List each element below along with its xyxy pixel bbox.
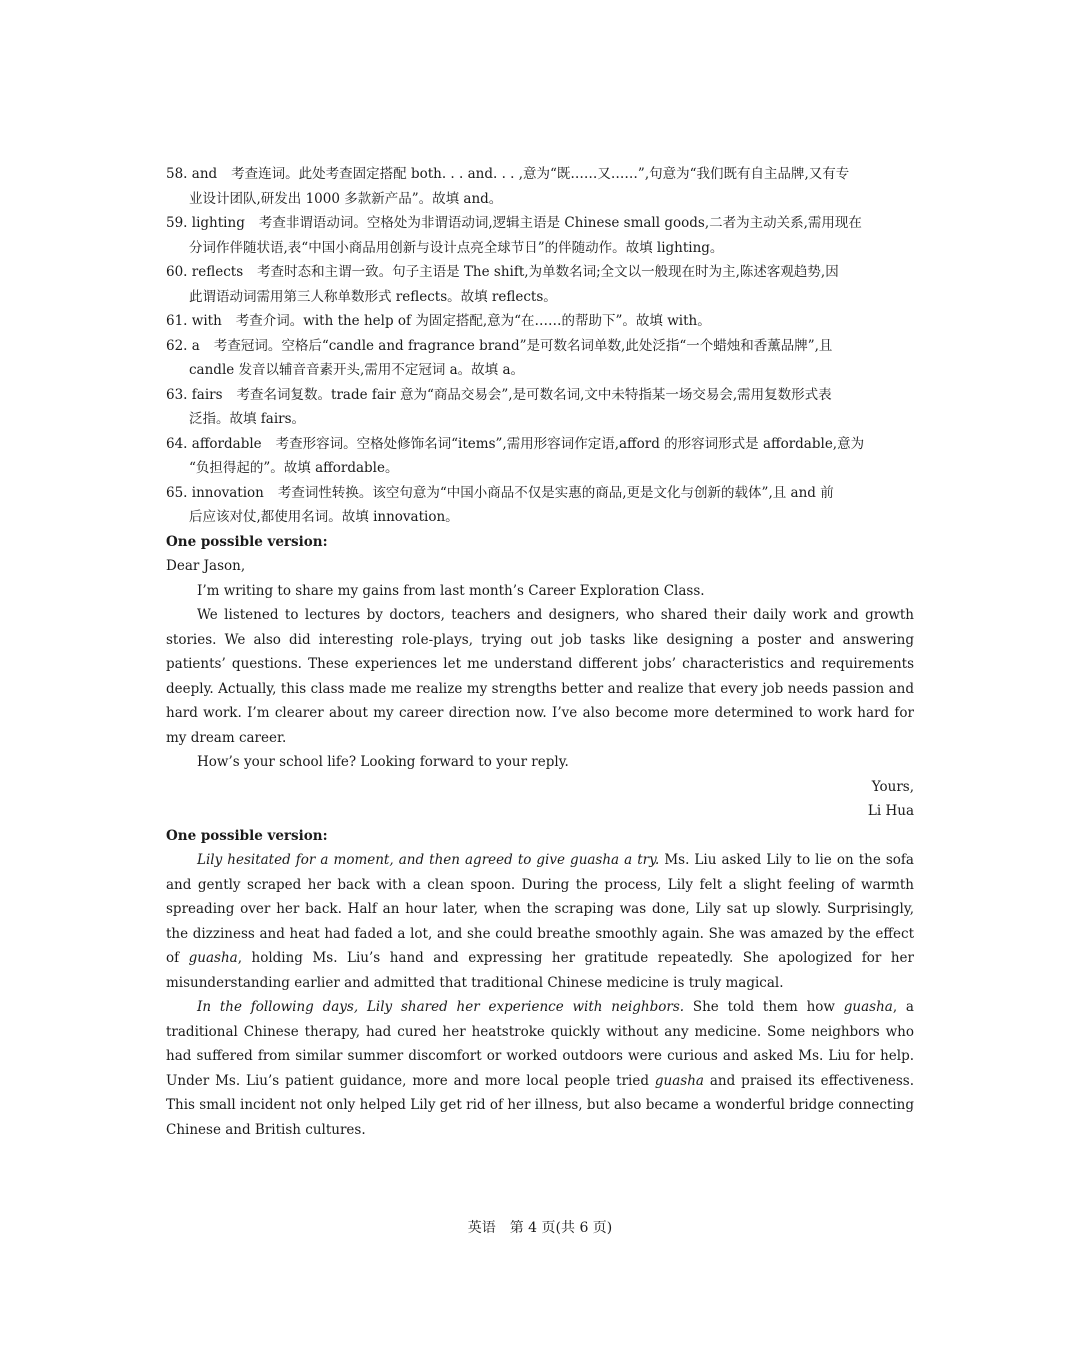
explanation-line: candle 发音以辅音音素开头,需用不定冠词 a。故填 a。 <box>189 362 525 378</box>
answer-item-58 <box>166 162 914 211</box>
explanation-line: 考查词性转换。该空句意为“中国小商品不仅是实惠的商品,更是文化与创新的载体”,且 and 前 <box>277 484 834 501</box>
explanation-line: 泛指。故填 fairs。 <box>189 411 306 427</box>
story-text: , holding Ms. Liu’s hand and expressing her gratitude repeatedly. She apologized for her misunderstanding earlier and admitted that traditional Chinese medicine is truly magical. <box>166 950 914 991</box>
explanation-line: 考查介词。with the help of 为固定搭配,意为“在……的帮助下”。故填 with。 <box>235 313 711 329</box>
answer-item-62 <box>166 334 914 383</box>
answer-word: innovation <box>191 484 264 501</box>
answer-item-65 <box>166 481 914 530</box>
story-text: and praised its effectiveness. This small incident not only helped Lily get rid of her illness, but also became a wonderful bridge connecting Chinese and British cultures. <box>166 1072 914 1138</box>
item-number: 60. <box>166 264 188 280</box>
answer-word: lighting <box>191 215 245 231</box>
item-number: 59. <box>166 215 188 231</box>
explanation-line: 业设计团队,研发出 1000 多款新产品”。故填 and。 <box>189 190 503 207</box>
answer-item-61 <box>166 309 914 334</box>
story-term: guasha <box>654 1072 704 1089</box>
letter-signature: Li Hua <box>867 803 914 819</box>
answer-word: with <box>191 313 222 329</box>
explanation-line: 后应该对仗,都使用名词。故填 innovation。 <box>189 509 459 525</box>
answer-word: affordable <box>191 435 262 452</box>
story-lead-sentence: In the following days, Lily shared her experience with neighbors. <box>197 999 685 1015</box>
letter-paragraph-1: I’m writing to share my gains from last month’s Career Exploration Class. <box>197 582 705 599</box>
letter-paragraph-2: We listened to lectures by doctors, teachers and designers, who shared their daily work and growth stories. We also did interesting role-plays, trying out job tasks like designing a poster and answering patients’ questions. These experiences let me understand different jobs’ characteristics and requirements deeply. Actually, this class made me realize my strengths better and realize that every job needs passion and hard work. I’m clearer about my career direction now. I’ve also become more determined to work hard for my dream career. <box>166 607 914 746</box>
answer-page <box>166 162 914 1142</box>
story-term: guasha <box>188 950 238 966</box>
item-number: 58. <box>166 166 188 182</box>
answer-word: a <box>191 337 200 354</box>
story-paragraph-2 <box>166 995 914 1142</box>
item-number: 62. <box>166 337 188 354</box>
story-term: guasha <box>843 999 893 1015</box>
story-text: She told them how <box>684 999 844 1015</box>
explanation-line: 考查连词。此处考查固定搭配 both. . . and. . . ,意为“既……又……”,句意为“我们既有自主品牌,又有专 <box>231 166 850 182</box>
story-text: Ms. Liu asked Lily to lie on the sofa and gently scraped her back with a clean spoon. During the process, Lily felt a slight feeling of warmth spreading over her back. Half an hour later, when the scraping was done, Lily sat up slowly. Surprisingly, the dizziness and heat had faded a lot, and she could breathe smoothly again. She was amazed by the effect of <box>166 852 914 966</box>
letter-closing: Yours, <box>871 778 914 795</box>
answer-word: and <box>191 166 218 182</box>
explanation-line: 此谓语动词需用第三人称单数形式 reflects。故填 reflects。 <box>189 288 557 305</box>
story-heading: One possible version: <box>166 827 328 844</box>
explanation-line: 考查形容词。空格处修饰名词“items”,需用形容词作定语,afford 的形容词形式是 affordable,意为 <box>275 435 865 452</box>
story-paragraph-1 <box>166 848 914 995</box>
story-lead-sentence: Lily hesitated for a moment, and then agreed to give guasha a try. <box>197 852 660 868</box>
item-number: 64. <box>166 435 188 452</box>
explanation-line: 考查冠词。空格后“candle and fragrance brand”是可数名词单数,此处泛指“一个蜡烛和香薰品牌”,且 <box>213 337 833 354</box>
story-text: , a traditional Chinese therapy, had cured her heatstroke quickly without any medicine. Some neighbors who had suffered from similar summer discomfort or worked outdoors were curious and asked Ms. Liu for help. Under Ms. Liu’s patient guidance, more and more local people tried <box>166 999 914 1089</box>
explanation-line: 分词作伴随状语,表“中国小商品用创新与设计点亮全球节日”的伴随动作。故填 lighting。 <box>189 239 724 256</box>
explanation-line: 考查非谓语动词。空格处为非谓语动词,逻辑主语是 Chinese small goods,二者为主动关系,需用现在 <box>258 215 862 231</box>
letter-heading: One possible version: <box>166 533 328 550</box>
answer-word: fairs <box>191 386 223 403</box>
answer-item-64 <box>166 432 914 481</box>
answer-item-63 <box>166 383 914 432</box>
answer-item-59 <box>166 211 914 260</box>
letter-greeting: Dear Jason, <box>166 558 246 574</box>
letter-paragraph-3: How’s your school life? Looking forward to your reply. <box>197 754 569 770</box>
explanation-line: 考查名词复数。trade fair 意为“商品交易会”,是可数名词,文中未特指某一场交易会,需用复数形式表 <box>236 386 832 403</box>
item-number: 65. <box>166 484 188 501</box>
item-number: 61. <box>166 313 188 329</box>
page-footer: 英语 第 4 页(共 6 页) <box>467 1220 613 1236</box>
explanation-line: 考查时态和主谓一致。句子主语是 The shift,为单数名词;全文以一般现在时为主,陈述客观趋势,因 <box>257 264 839 280</box>
answer-item-60 <box>166 260 914 309</box>
explanation-line: “负担得起的”。故填 affordable。 <box>189 460 399 476</box>
item-number: 63. <box>166 386 188 403</box>
answer-word: reflects <box>191 264 244 280</box>
